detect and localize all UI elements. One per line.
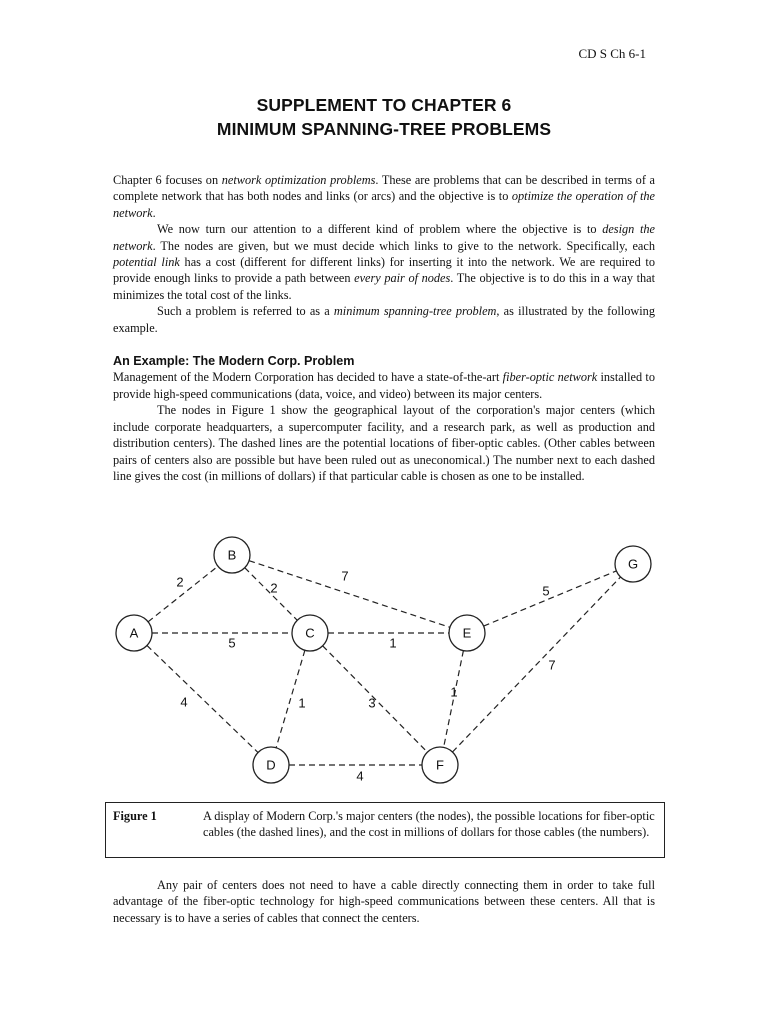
supplement-title: SUPPLEMENT TO CHAPTER 6 xyxy=(256,95,512,115)
text-run: Management of the Modern Corporation has decided to have a state-of-the-art xyxy=(113,370,503,385)
node-label: D xyxy=(266,757,276,773)
section-heading: An Example: The Modern Corp. Problem xyxy=(113,354,355,369)
network-diagram xyxy=(108,533,668,793)
emphasis: minimum spanning-tree problem xyxy=(333,304,497,319)
link-cost-A-B: 2 xyxy=(176,574,184,590)
node-C xyxy=(292,615,328,651)
node-G xyxy=(615,546,651,582)
link-cost-C-F: 3 xyxy=(368,695,376,711)
node-A xyxy=(116,615,152,651)
network-figure xyxy=(108,533,668,793)
emphasis: fiber-optic network xyxy=(502,370,598,385)
link-cost-F-G: 7 xyxy=(548,657,556,673)
link-cost-B-E: 7 xyxy=(341,568,349,584)
figure-caption xyxy=(105,802,665,858)
intro-text xyxy=(113,172,655,484)
paragraph-2 xyxy=(113,221,655,303)
node-label: A xyxy=(129,625,139,641)
link-E-G xyxy=(484,571,617,626)
node-label: G xyxy=(627,556,639,572)
node-E xyxy=(449,615,485,651)
caption-label: Figure 1 xyxy=(113,809,157,823)
link-B-E xyxy=(249,561,450,628)
node-label: B xyxy=(227,547,237,563)
link-cost-E-F: 1 xyxy=(450,684,458,700)
link-cost-D-F: 4 xyxy=(356,768,364,784)
caption-text: A display of Modern Corp.'s major centers (the nodes), the possible locations for fiber-optic cables (the dashed lines), and the cost in millions of dollars for those cables (the numbers). xyxy=(203,809,655,839)
text-run: installed to provide high-speed communications (data, voice, and video) between its major centers. xyxy=(113,370,655,401)
emphasis: optimize the operation of the network xyxy=(113,189,656,220)
node-F xyxy=(422,747,458,783)
node-label: E xyxy=(462,625,472,641)
node-label: C xyxy=(305,625,315,641)
text-run: We now turn our attention to a different kind of problem where the objective is to xyxy=(157,222,603,237)
link-F-G xyxy=(452,577,620,752)
page-identifier: CD S Ch 6-1 xyxy=(578,46,646,61)
link-cost-A-D: 4 xyxy=(180,694,188,710)
text-run: . The objective is to do this in a way that minimizes the total cost of the links. xyxy=(113,271,656,302)
paragraph-5: The nodes in Figure 1 show the geographical layout of the corporation's major centers (which include corporate headquarters, a supercomputer facility, and a research park, as well as production and distribution centers). The dashed lines are the potential locations of fiber-optic cables. (Other cables between pairs of centers also are possible but have been ruled out as uneconomical.) The number next to each dashed line gives the cost (in millions of dollars) if that particular cable is chosen as one to be installed. xyxy=(113,403,655,483)
paragraph-3 xyxy=(113,303,655,336)
link-cost-C-E: 1 xyxy=(389,635,397,651)
node-label: F xyxy=(436,757,444,773)
link-cost-E-G: 5 xyxy=(542,583,550,599)
emphasis: design the network xyxy=(113,222,655,253)
link-cost-B-C: 2 xyxy=(270,580,278,596)
text-run: . The nodes are given, but we must decide which links to give to the network. Specifically, each xyxy=(152,238,655,253)
text-run: Chapter 6 focuses on xyxy=(113,173,222,187)
emphasis: potential link xyxy=(113,255,180,270)
link-cost-C-D: 1 xyxy=(298,695,306,711)
text-run: . These are problems that can be described in terms of a complete network that has both nodes and links (or arcs) and the objective is to xyxy=(113,173,655,204)
closing-text xyxy=(113,877,655,926)
emphasis: network optimization problems xyxy=(221,173,376,187)
text-run: has a cost (different for different links) for inserting it into the network. We are required to provide enough links to provide a path between xyxy=(113,255,655,286)
emphasis: every pair of nodes xyxy=(354,271,451,286)
link-A-D xyxy=(147,645,258,752)
text-run: Such a problem is referred to as a xyxy=(157,304,334,319)
paragraph-4 xyxy=(113,369,655,402)
paragraph-1 xyxy=(113,172,655,221)
text-run: , as illustrated by the following example. xyxy=(113,304,655,335)
link-cost-A-C: 5 xyxy=(228,635,236,651)
text-run: . xyxy=(152,205,156,220)
paragraph-6: Any pair of centers does not need to have a cable directly connecting them in order to take full advantage of the fiber-optic technology for high-speed communications between these centers. All that is necessary is to have a series of cables that connect the centers. xyxy=(113,878,655,925)
node-B xyxy=(214,537,250,573)
node-D xyxy=(253,747,289,783)
chapter-title: MINIMUM SPANNING-TREE PROBLEMS xyxy=(216,119,552,139)
